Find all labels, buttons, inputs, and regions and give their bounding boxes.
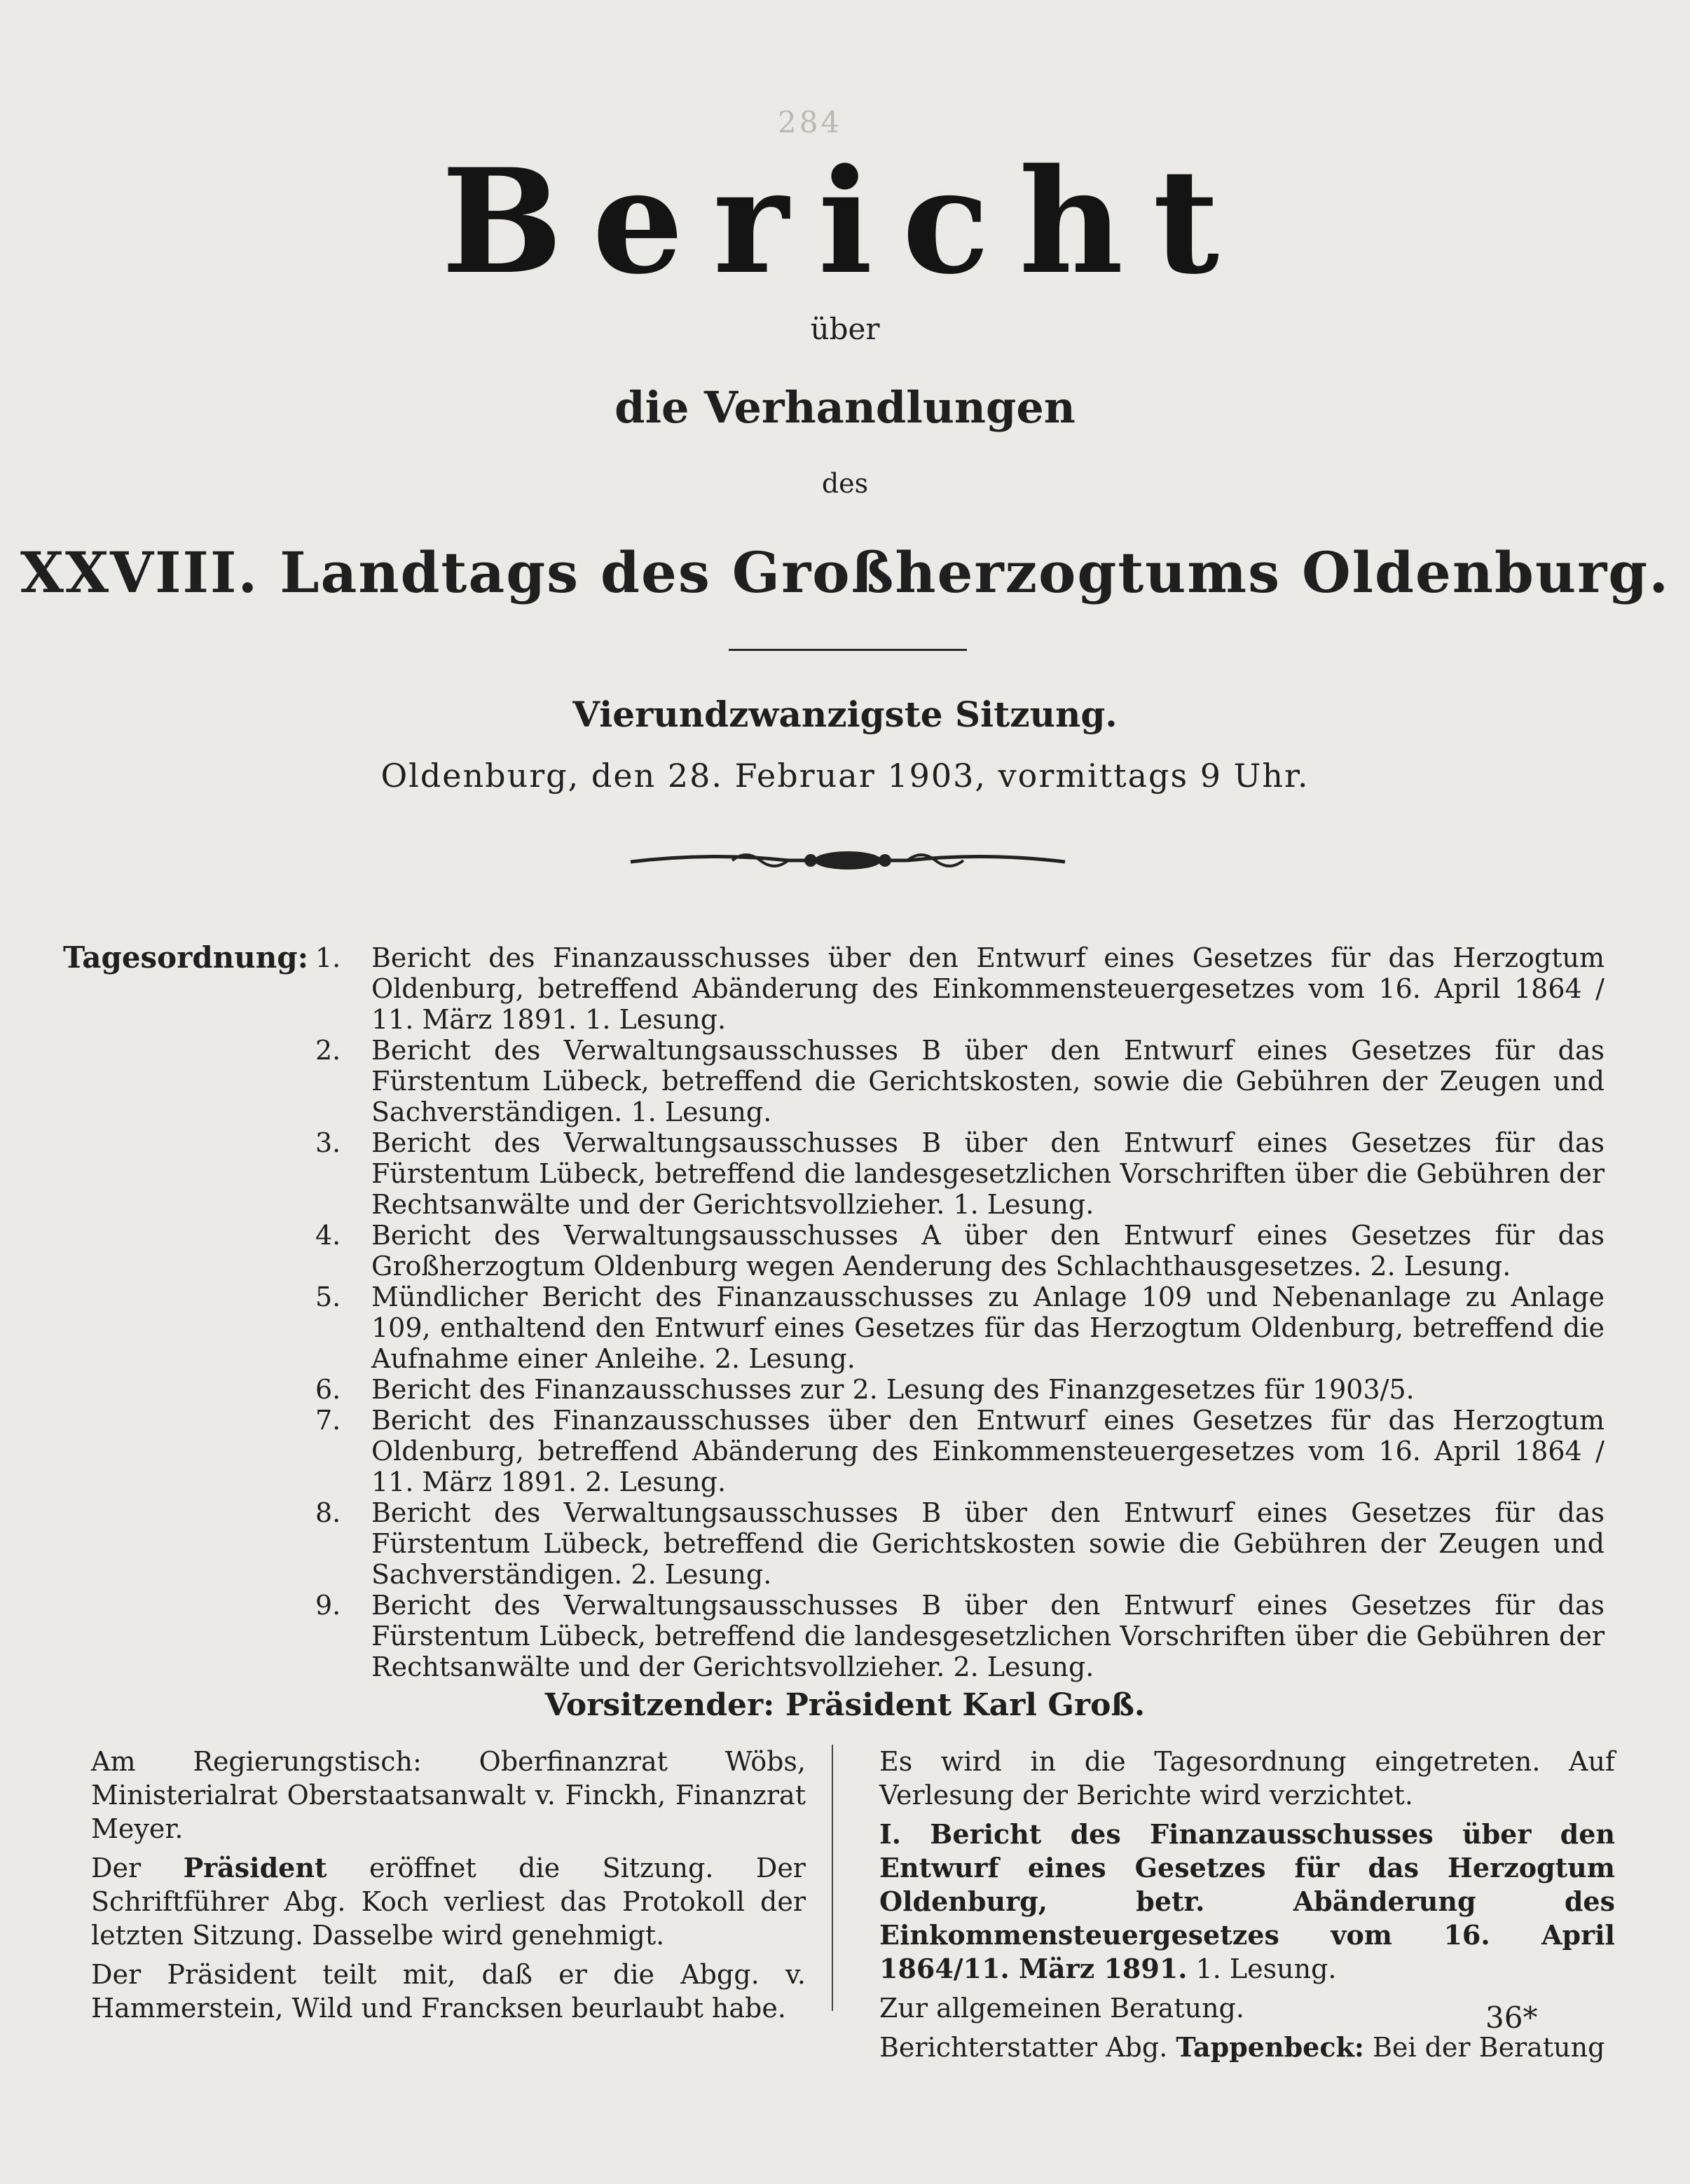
agenda-list [315, 942, 1605, 1682]
agenda-item-number: 9. [315, 1590, 341, 1621]
subtitle-ueber: über [810, 312, 880, 346]
item-heading-bold: I. Bericht des Finanzausschusses über den Entwurf eines Gesetzes für das Herzogtum Oldenburg, betr. Abänderung des Einkommensteuergesetzes vom 16. April 1864/11. März 1891. [879, 1818, 1615, 1984]
landtag-heading [0, 540, 1690, 605]
rapporteur-paragraph [851, 2031, 1615, 2064]
leave-paragraph: Der Präsident teilt mit, daß er die Abgg. v. Hammerstein, Wild und Francksen beurlaubt habe. [91, 1959, 806, 2024]
text-run: eröffnet die Sitzung. Der Schriftführer Abg. Koch verliest das Protokoll der letzten Sitzung. Dasselbe wird genehmigt. [91, 1853, 806, 1951]
agenda-entry-paragraph: Es wird in die Tagesordnung eingetreten. Auf Verlesung der Berichte wird verzichtet. [879, 1746, 1615, 1811]
agenda-item-number: 7. [315, 1405, 341, 1436]
text-run: Der [91, 1853, 142, 1883]
agenda-item-number: 4. [315, 1220, 341, 1251]
ornament-divider [627, 839, 1069, 881]
agenda-item-text: Bericht des Finanzausschusses über den Entwurf eines Gesetzes für das Herzogtum Oldenburg, betreffend Abänderung des Einkommensteuergesetzes vom 16. April 1864 / 11. März 1891. 2. Lesung. [371, 1405, 1605, 1497]
document-title: Bericht [441, 138, 1249, 306]
text-run: Berichterstatter Abg. [879, 2032, 1168, 2063]
government-bench: Am Regierungstisch: Oberfinanzrat Wöbs, Ministerialrat Oberstaatsanwalt v. Finckh, Finanzrat Meyer. [91, 1746, 806, 1844]
agenda-item [315, 1405, 1605, 1497]
subtitle-verhandlungen: die Verhandlungen [614, 382, 1076, 433]
agenda-item [315, 942, 1605, 1035]
sheet-signature: 36* [1485, 2000, 1538, 2035]
session-dateline: Oldenburg, den 28. Februar 1903, vormittags 9 Uhr. [380, 757, 1310, 795]
agenda-item-number: 8. [315, 1497, 341, 1528]
opening-paragraph [63, 1851, 806, 1952]
rapporteur-name: Tappenbeck: [1176, 2031, 1364, 2063]
agenda-item-text: Bericht des Verwaltungsausschusses B über den Entwurf eines Gesetzes für das Fürstentum Lübeck, betreffend die Gerichtskosten sowie die Gebühren der Zeugen und Sachverständigen. 2. Lesung. [371, 1497, 1605, 1590]
agenda-item [315, 1127, 1605, 1220]
left-column [63, 1745, 806, 2031]
subtitle-des: des [821, 468, 869, 499]
agenda-item [315, 1220, 1605, 1282]
item-heading [851, 1818, 1615, 1986]
agenda-item [315, 1282, 1605, 1374]
agenda-label: Tagesordnung: [63, 940, 309, 975]
agenda-item-text: Bericht des Finanzausschusses zur 2. Lesung des Finanzgesetzes für 1903/5. [371, 1374, 1415, 1405]
agenda-item-number: 3. [315, 1127, 341, 1158]
text-run: 1. Lesung. [1195, 1953, 1337, 1984]
landtag-name: Landtags des Großherzogtums Oldenburg. [280, 540, 1670, 605]
agenda-item [315, 1035, 1605, 1127]
session-title: Vierundzwanzigste Sitzung. [572, 694, 1118, 735]
agenda-item-text: Bericht des Verwaltungsausschusses B über den Entwurf eines Gesetzes für das Fürstentum Lübeck, betreffend die Gerichtskosten, sowie die Gebühren der Zeugen und Sachverständigen. 1. Lesung. [371, 1035, 1605, 1127]
agenda-item-text: Bericht des Finanzausschusses über den Entwurf eines Gesetzes für das Herzogtum Oldenburg, betreffend Abänderung des Einkommensteuergesetzes vom 16. April 1864 / 11. März 1891. 1. Lesung. [371, 942, 1605, 1035]
text-run: Bei der Beratung [1372, 2032, 1605, 2063]
president-name: Präsident [183, 1852, 327, 1883]
landtag-number: XXVIII. [20, 540, 259, 605]
general-debate: Zur allgemeinen Beratung. [879, 1993, 1244, 2024]
agenda-item-text: Mündlicher Bericht des Finanzausschusses zu Anlage 109 und Nebenanlage zu Anlage 109, enthaltend den Entwurf eines Gesetzes für das Herzogtum Oldenburg, betreffend die Aufnahme einer Anleihe. 2. Lesung. [371, 1282, 1605, 1374]
agenda-item-number: 6. [315, 1374, 341, 1405]
chair-line: Vorsitzender: Präsident Karl Groß. [544, 1687, 1146, 1723]
agenda-item-number: 1. [315, 942, 341, 973]
agenda-item [315, 1590, 1605, 1682]
agenda-item-number: 2. [315, 1035, 341, 1066]
agenda-item-text: Bericht des Verwaltungsausschusses A über den Entwurf eines Gesetzes für das Großherzogtum Oldenburg wegen Aenderung des Schlachthausgesetzes. 2. Lesung. [371, 1220, 1605, 1282]
column-divider [832, 1745, 833, 2011]
agenda-item [315, 1497, 1605, 1590]
page-number: 284 [778, 105, 843, 139]
agenda-item-text: Bericht des Verwaltungsausschusses B über den Entwurf eines Gesetzes für das Fürstentum Lübeck, betreffend die landesgesetzlichen Vorschriften über die Gebühren der Rechtsanwälte und der Gerichtsvollzieher. 1. Lesung. [371, 1127, 1605, 1220]
agenda-item-number: 5. [315, 1282, 341, 1312]
agenda-item-text: Bericht des Verwaltungsausschusses B über den Entwurf eines Gesetzes für das Fürstentum Lübeck, betreffend die landesgesetzlichen Vorschriften über die Gebühren der Rechtsanwälte und der Gerichtsvollzieher. 2. Lesung. [371, 1590, 1605, 1682]
heading-rule [729, 649, 967, 651]
agenda-item [315, 1374, 1605, 1405]
